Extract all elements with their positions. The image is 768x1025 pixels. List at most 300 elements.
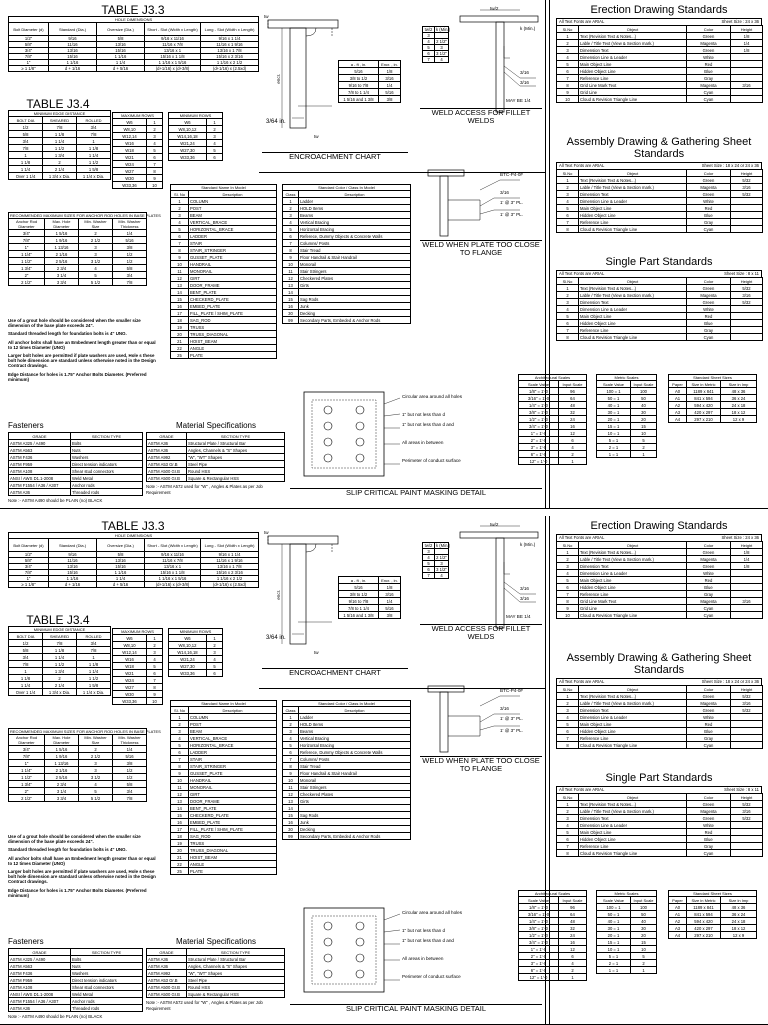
anchor-rod-cell: 1/2 <box>113 251 147 258</box>
min-rows-cell: 5 <box>207 663 223 670</box>
encroachment-table-cell: 5/16 <box>379 89 401 96</box>
metric-scales-cell: 15 <box>631 423 657 430</box>
single-table-header: Color <box>687 794 731 801</box>
erection-table-row <box>557 68 763 75</box>
arch-scales-cell: 96 <box>559 388 587 395</box>
sheet-sizes-header: Size in Imp <box>721 897 757 904</box>
max-rows-cell: 3 <box>147 649 163 656</box>
max-rows-cell: 10 <box>147 182 163 189</box>
material-specs-cell: ASTM A53 Gr.B <box>147 461 187 468</box>
table-j33-cell: 1 1/4 <box>97 60 145 66</box>
single-table-cell <box>731 850 763 857</box>
metric-scales-cell: 30 <box>631 409 657 416</box>
metric-scales <box>596 890 657 974</box>
arch-scales <box>518 374 587 465</box>
slip-label-perimeter: Perimeter of conduct surface <box>402 974 461 979</box>
standard-colors-cell: Sag Rods <box>299 812 411 819</box>
slip-critical-detail <box>290 384 542 502</box>
encroachment-title: ENCROACHMENT CHART <box>262 668 408 677</box>
standard-colors-cell: Stair Tread <box>299 763 411 770</box>
material-specs <box>146 432 285 482</box>
erection-table-cell <box>731 570 763 577</box>
erection-table-cell: Grid Line Mark Text <box>579 598 687 605</box>
standard-names-cell: TRUSS <box>189 840 277 847</box>
table-j34-title: TABLE J3.4 <box>26 613 90 627</box>
encroachment-table-cell: 3/16 <box>379 591 401 598</box>
weld-dim-table-block <box>422 26 449 63</box>
single-table-cell <box>731 327 763 334</box>
erection-table-cell: Dimension Text <box>579 563 687 570</box>
table-j33-cell: 11/16 x 7/8 <box>145 42 201 48</box>
standard-names-cell: POST <box>189 721 277 728</box>
arch-scales-cell: 1/2" = 1'-0 <box>519 416 559 423</box>
table-j33-cell: 9/16 x 1 1/4 <box>201 552 259 558</box>
standard-colors-cell: Sag Rods <box>299 296 411 303</box>
anchor-rod-cell: 7/8 <box>113 795 147 802</box>
table-j34-cell: 2 1/4 <box>43 682 77 689</box>
table-j34-row <box>9 647 111 654</box>
standard-names-cell: MONORAIL <box>189 268 277 275</box>
table-j34-cell: Over 1 1/4 <box>9 173 43 180</box>
material-specs-row <box>147 447 285 454</box>
standard-names-cell: 3 <box>171 728 189 735</box>
erection-table-header: Color <box>687 542 731 549</box>
table-j34-row <box>9 124 111 131</box>
weld-dim-table-cell: 2 1/2" <box>436 555 447 560</box>
erection-title: Erection Drawing Standards <box>590 520 728 532</box>
fasteners <box>8 948 143 1012</box>
metric-scales-cell: 10 <box>631 946 657 953</box>
max-rows-cell: W24 <box>113 677 147 684</box>
material-specs-block <box>146 420 286 495</box>
material-specs-cell: Structural Plate / Structural Bar <box>187 440 285 447</box>
table-j34-row <box>9 654 111 661</box>
standard-names-cell: GUSSET_PLATE <box>189 254 277 261</box>
table-j33-cell: 1/2" <box>9 36 49 42</box>
arch-scales-cell: 1/8" = 1'-0 <box>519 388 559 395</box>
assembly-table-header: Sl.No <box>557 170 579 177</box>
anchor-rod-row <box>9 767 147 774</box>
arch-scales-cell: 6" = 1'-0 <box>519 451 559 458</box>
metric-scales-row <box>597 423 657 430</box>
max-rows-cell: 7 <box>147 677 163 684</box>
encroachment-chart <box>262 522 408 682</box>
standard-names-block <box>170 700 277 875</box>
standard-colors-header: Class <box>283 191 299 198</box>
arch-scales-cell: 6 <box>559 953 587 960</box>
arch-scales-cell: 2" = 1'-0 <box>519 953 559 960</box>
metric-scales-cell: 15 = 1 <box>597 939 631 946</box>
sheet-sizes-cell: A3 <box>669 409 687 416</box>
arch-scales-header: Input Scale <box>559 897 587 904</box>
anchor-rod-header: Max. Hole Diameter <box>45 219 79 230</box>
table-j34-cell: 7/8 <box>77 647 111 654</box>
erection-table-row <box>557 584 763 591</box>
sheet-sizes-cell: 12 x 9 <box>721 932 757 939</box>
single-table <box>556 277 763 341</box>
assembly-table <box>556 169 763 233</box>
erection-table-cell: 1 <box>557 33 579 40</box>
standard-names <box>170 184 277 359</box>
metric-scales-cell: 40 <box>631 402 657 409</box>
thickness-label: tw <box>264 14 269 19</box>
standard-colors-row <box>283 812 411 819</box>
fasteners-note: Note :- ASTM A490 should be PLAIN (no) BLACK <box>8 1014 103 1019</box>
erection-table-cell <box>731 54 763 61</box>
fasteners-cell: Nuts <box>71 447 143 454</box>
standard-names-row <box>171 833 277 840</box>
max-rows <box>112 628 163 705</box>
max-rows-cell: 8 <box>147 168 163 175</box>
standard-colors-cell: 30 <box>283 826 299 833</box>
encroachment-table-cell: 3/16 <box>379 75 401 82</box>
encr-label: encr. <box>276 73 282 84</box>
table-j33 <box>8 16 259 72</box>
metric-scales-cell: 1 <box>631 451 657 458</box>
table-j34-cell: 7/8 <box>43 124 77 131</box>
max-rows-cell: 9 <box>147 691 163 698</box>
assembly-title: Assembly Drawing & Gathering Sheet Standards <box>566 136 752 160</box>
encroachment-table-cell: 3/8 <box>379 96 401 103</box>
arch-scales-header: Scale Value <box>519 897 559 904</box>
standard-names-row <box>171 233 277 240</box>
standard-names-row <box>171 847 277 854</box>
anchor-rod-row <box>9 760 147 767</box>
weld-access-title: WELD ACCESS FOR FILLET WELDS <box>420 624 542 641</box>
standard-names-cell: 22 <box>171 345 189 352</box>
arch-scales-row <box>519 395 587 402</box>
arch-scales-cell: 2" = 1'-0 <box>519 437 559 444</box>
standard-colors-block <box>282 184 411 324</box>
single-table-row <box>557 850 763 857</box>
anchor-rod-cell: 2 3/4 <box>45 265 79 272</box>
erection-table-cell <box>731 577 763 584</box>
weld-dim-table-row <box>423 543 449 549</box>
table-j34-cell: 3/4 <box>9 654 43 661</box>
fasteners-cell: ANSI / AWS D1.1-2008 <box>9 475 71 482</box>
standard-colors-row <box>283 275 411 282</box>
min-rows-row <box>169 119 223 126</box>
anchor-rod-cell: 3 <box>79 251 113 258</box>
assembly-table-cell: 8 <box>557 226 579 233</box>
erection-table-row <box>557 96 763 103</box>
single-table-cell: Text (Revision Text & Notes...) <box>579 801 687 808</box>
standard-names-cell: 5 <box>171 742 189 749</box>
encroachment-table-row <box>339 584 401 591</box>
fasteners-header: GRADE <box>9 949 71 956</box>
standard-names-cell: HORIZONTAL_BRACE <box>189 226 277 233</box>
note-line: Standard threaded length for foundation bolts is 4" UNO. <box>8 331 127 337</box>
min-rows-row <box>169 656 223 663</box>
assembly-table-cell: Dimension Line & Leader <box>579 198 687 205</box>
anchor-rod-header: Max. Hole Diameter <box>45 735 79 746</box>
standard-names-cell: PLATE <box>189 352 277 359</box>
single-table-cell: 3 <box>557 299 579 306</box>
erection-table-cell: 7 <box>557 75 579 82</box>
standard-names-cell: 13 <box>171 282 189 289</box>
material-specs-row <box>147 963 285 970</box>
assembly-table-cell: 4 <box>557 198 579 205</box>
single-table-cell: Cloud & Revision Triangle Line <box>579 334 687 341</box>
encroachment-table-row <box>339 598 401 605</box>
table-j34-row <box>9 131 111 138</box>
standard-names-cell: EMBED_PLATE <box>189 819 277 826</box>
max-rows-cell: W6 <box>113 635 147 642</box>
max-rows-cell: 3 <box>147 133 163 140</box>
encr-label: encr. <box>276 589 282 600</box>
standard-names-cell: 18 <box>171 833 189 840</box>
table-j34-row <box>9 138 111 145</box>
standard-names-cell: 8 <box>171 247 189 254</box>
weld-label-a: 3/16 <box>520 586 529 591</box>
material-specs-row <box>147 454 285 461</box>
assembly-table-cell <box>731 742 763 749</box>
standard-names-row <box>171 742 277 749</box>
slip-label-between: All areas in between <box>402 956 444 961</box>
erection-table-cell <box>731 605 763 612</box>
table-j34-block <box>8 98 111 180</box>
single-fonts: All Text Fonts are ARIAL <box>559 787 605 792</box>
erection-table-cell: 1/4 <box>731 556 763 563</box>
metric-scales-row <box>597 388 657 395</box>
sheet-sizes-cell: A2 <box>669 402 687 409</box>
max-rows-row <box>113 684 163 691</box>
standard-colors-row <box>283 296 411 303</box>
arch-scales-cell: 3/8" = 1'-0 <box>519 925 559 932</box>
sheet-sizes-row <box>669 904 757 911</box>
anchor-rod-cell: 5 <box>79 788 113 795</box>
standard-colors-cell: 99 <box>283 317 299 324</box>
anchor-rod-header: Min. Washer Thickness <box>113 735 147 746</box>
arch-scales-block <box>518 890 587 981</box>
min-rows-cell: W6 <box>169 635 207 642</box>
anchor-rod-cell: 2" <box>9 788 45 795</box>
min-rows-cell: 6 <box>207 670 223 677</box>
min-rows-cell: W14,16,18 <box>169 133 207 140</box>
assembly-table-cell: Green <box>687 707 731 714</box>
standard-colors-cell: Ladder <box>299 198 411 205</box>
assembly-table-cell <box>731 205 763 212</box>
erection-table-cell: 4 <box>557 570 579 577</box>
anchor-rod-cell: 3/8 <box>113 760 147 767</box>
standard-names-row <box>171 310 277 317</box>
erection-table-cell: Dimension Line & Leader <box>579 570 687 577</box>
standard-names-cell: PLATE <box>189 868 277 875</box>
standard-colors-row <box>283 805 411 812</box>
standard-names-cell: LADDER <box>189 233 277 240</box>
single-table-cell: White <box>687 822 731 829</box>
min-rows-group: MINIMUM ROWS <box>169 113 223 119</box>
single-table-cell: Magenta <box>687 292 731 299</box>
table-j33-cell: d + 5/16 <box>97 582 145 588</box>
single-table-row <box>557 313 763 320</box>
erection-table-cell: 2 <box>557 40 579 47</box>
anchor-rod-cell: 1 13/16 <box>45 760 79 767</box>
standard-names-cell: POST <box>189 205 277 212</box>
standard-colors-cell: 30 <box>283 310 299 317</box>
table-j33-cell: 5/8" <box>9 558 49 564</box>
arch-scales-cell: 1 <box>559 974 587 981</box>
single-table-cell: 4 <box>557 822 579 829</box>
arch-scales-cell: 12" = 1'-0 <box>519 458 559 465</box>
metric-scales-row <box>597 395 657 402</box>
weld-dim-table-cell: 5 <box>423 45 435 51</box>
anchor-rod-cell: 5/16 <box>113 753 147 760</box>
standard-names-cell: 6 <box>171 749 189 756</box>
arch-scales-row <box>519 953 587 960</box>
single-table-cell: 7 <box>557 843 579 850</box>
metric-scales-row <box>597 451 657 458</box>
max-rows-row <box>113 649 163 656</box>
metric-scales-row <box>597 409 657 416</box>
encroachment-table-row <box>339 68 401 75</box>
erection-table-header: Height <box>731 26 763 33</box>
single-table-row <box>557 829 763 836</box>
standard-names-cell: 21 <box>171 338 189 345</box>
material-specs <box>146 948 285 998</box>
metric-scales-row <box>597 960 657 967</box>
single-table-cell: 5/32 <box>731 299 763 306</box>
fasteners-cell: ASTM A325 / A490 <box>9 956 71 963</box>
table-j33-cell: d + 1/16 <box>49 66 97 72</box>
erection-table-cell: Reference Line <box>579 591 687 598</box>
erection-table-cell <box>731 75 763 82</box>
table-j33-cell: 13/16 <box>49 48 97 54</box>
assembly-table-cell: Hidden Object Line <box>579 212 687 219</box>
fasteners-cell: Anchor rods <box>71 482 143 489</box>
material-specs-header: GRADE <box>147 949 187 956</box>
table-j34-cell: 1 <box>9 152 43 159</box>
single-table-cell: Blue <box>687 836 731 843</box>
standard-names-cell: 5 <box>171 226 189 233</box>
standard-names-cell: 21 <box>171 854 189 861</box>
erection-table-row <box>557 75 763 82</box>
standard-colors-cell: 10 <box>283 777 299 784</box>
min-rows-row <box>169 126 223 133</box>
encroachment-table-row <box>339 96 401 103</box>
erection-table-cell: White <box>687 570 731 577</box>
assembly-table-cell: 2 <box>557 184 579 191</box>
table-j34-block <box>8 614 111 696</box>
max-rows-cell: W24 <box>113 161 147 168</box>
erection-table-cell: Green <box>687 33 731 40</box>
erection-table-cell: Cyan <box>687 89 731 96</box>
standard-colors-cell: Junk <box>299 819 411 826</box>
standard-names-row <box>171 791 277 798</box>
sheet-sizes-cell: 48 x 36 <box>721 904 757 911</box>
standard-colors-cell: 2 <box>283 721 299 728</box>
metric-scales-cell: 20 = 1 <box>597 932 631 939</box>
assembly-table-row <box>557 212 763 219</box>
min-rows-block <box>168 112 223 161</box>
material-specs-cell: Angles, Channels & "S" Shapes <box>187 963 285 970</box>
single-table-row <box>557 836 763 843</box>
erection-sheet: Sheet Size : 24 x 36 <box>721 19 759 24</box>
erection-table-row <box>557 40 763 47</box>
slip-label-perimeter: Perimeter of conduct surface <box>402 458 461 463</box>
standard-names-row <box>171 240 277 247</box>
single-table-cell: Dimension Line & Leader <box>579 822 687 829</box>
standard-colors-cell: 7 <box>283 756 299 763</box>
plate-label-pl2: 1' @ 3" PL. <box>500 728 524 733</box>
erection-table-cell: 10 <box>557 612 579 619</box>
sheet-sizes-cell: A4 <box>669 932 687 939</box>
material-specs-cell: Angles, Channels & "S" Shapes <box>187 447 285 454</box>
standard-names-row <box>171 317 277 324</box>
slip-label-1: 1" but not less than d <box>402 412 446 417</box>
arch-scales-cell: 1/2" = 1'-0 <box>519 932 559 939</box>
fasteners-row <box>9 447 143 454</box>
assembly-table-cell: 5/32 <box>731 191 763 198</box>
single-table-cell: 5/32 <box>731 285 763 292</box>
plate-close-title: WELD WHEN PLATE TOO CLOSE TO FLANGE <box>420 240 542 257</box>
sheet-sizes-cell: 36 x 24 <box>721 911 757 918</box>
min-rows-row <box>169 140 223 147</box>
standard-colors-cell: 11 <box>283 784 299 791</box>
standard-names-cell: HOIST_BEAM <box>189 338 277 345</box>
standard-names-row <box>171 303 277 310</box>
note-line: Larger bolt holes are permitted if plate washers are used, Hole s these bolt hole dimension are standard unless otherwise noted in the Design Contract drawings. <box>8 353 156 369</box>
sheet-sizes-group: Standard Sheet Sizes <box>669 375 757 381</box>
erection-table-cell: Cyan <box>687 605 731 612</box>
max-rows-row <box>113 656 163 663</box>
metric-scales-cell: 50 <box>631 911 657 918</box>
anchor-rod-cell: 1 1/4" <box>9 767 45 774</box>
encroachment-table-cell: 3/8 <box>379 612 401 619</box>
max-rows-row <box>113 161 163 168</box>
material-specs-cell: Square & Rectangular HSS <box>187 991 285 998</box>
erection-table-row <box>557 598 763 605</box>
assembly-fonts: All Text Fonts are ARIAL <box>559 163 605 168</box>
standard-colors-row <box>283 240 411 247</box>
assembly-table-cell: White <box>687 198 731 205</box>
table-j33-cell: 1/2" <box>9 552 49 558</box>
erection-table-cell: 8 <box>557 82 579 89</box>
table-j34-row <box>9 675 111 682</box>
metric-scales-row <box>597 967 657 974</box>
encroachment-table-cell: 1/4 <box>379 598 401 605</box>
anchor-rod-cell: 2 <box>79 746 113 753</box>
anchor-rod-cell: 3/4" <box>9 230 45 237</box>
standard-colors-cell <box>299 805 411 812</box>
metric-scales-row <box>597 444 657 451</box>
fasteners-cell: ASTM A36 <box>9 1005 71 1012</box>
min-rows-cell: W8,10,12 <box>169 126 207 133</box>
standard-colors-cell: 14 <box>283 805 299 812</box>
single-sheet: Sheet Size : 8 x 11 <box>724 787 759 792</box>
weld-dim-table-cell: tw/2 <box>423 27 435 33</box>
table-j34-header: ROLLED <box>77 117 111 124</box>
arch-scales-row <box>519 458 587 465</box>
standard-names-row <box>171 198 277 205</box>
standards-sheet-1 <box>0 0 768 509</box>
material-specs-header: SECTION TYPE <box>187 433 285 440</box>
erection-table-row <box>557 591 763 598</box>
fasteners-block <box>8 420 143 504</box>
single-table-cell: Cyan <box>687 850 731 857</box>
assembly-table-header: Color <box>687 686 731 693</box>
standard-colors-cell: Beams <box>299 728 411 735</box>
standard-colors-cell: Secondary Parts, Embeded & Anchor Rods <box>299 317 411 324</box>
table-j34-row <box>9 173 111 180</box>
erection-table-header: Object <box>579 542 687 549</box>
anchor-rod-cell: 2" <box>9 272 45 279</box>
material-specs-row <box>147 991 285 998</box>
encroachment-table-row <box>339 75 401 82</box>
max-rows-cell: W16 <box>113 140 147 147</box>
standard-names-cell: 11 <box>171 268 189 275</box>
erection-table-cell: 9 <box>557 605 579 612</box>
